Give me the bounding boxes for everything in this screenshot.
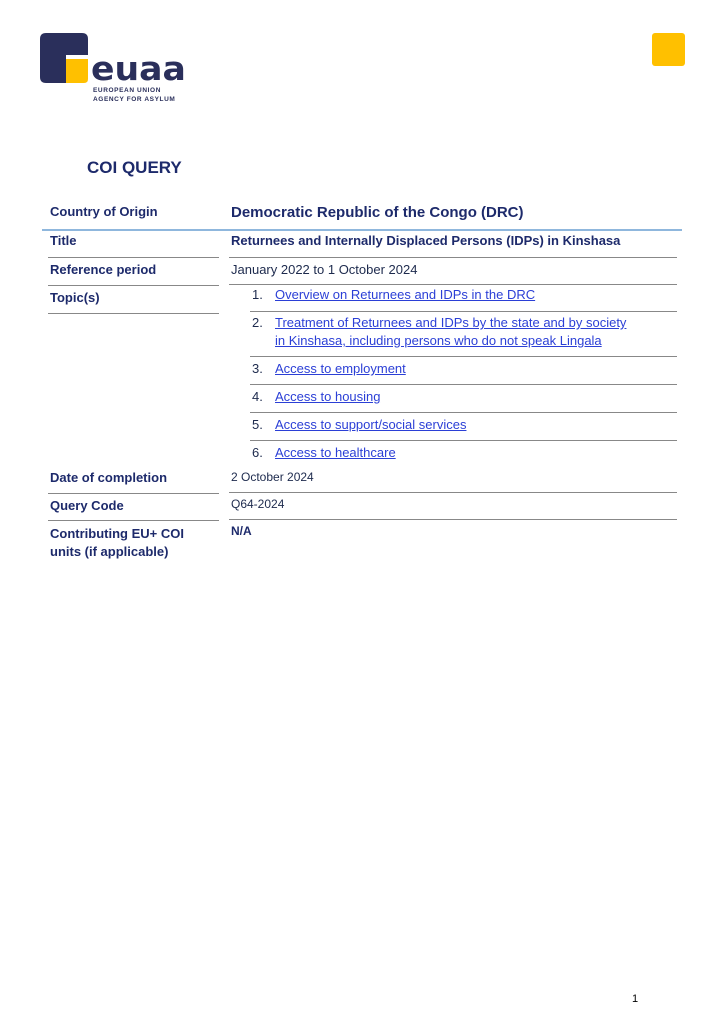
corner-decoration bbox=[652, 33, 685, 66]
topic-link-overview[interactable]: Overview on Returnees and IDPs in the DRC bbox=[275, 287, 536, 302]
code-label: Query Code bbox=[50, 498, 124, 513]
logo-subtitle-line1: EUROPEAN UNION bbox=[93, 87, 161, 94]
topic-link-employment[interactable]: Access to employment bbox=[275, 361, 406, 376]
row-divider bbox=[48, 520, 219, 521]
topic-item bbox=[252, 388, 672, 406]
title-value: Returnees and Internally Displaced Persons (IDPs) in Kinshasa bbox=[231, 233, 621, 248]
topic-number: 3. bbox=[252, 361, 263, 376]
page-number: 1 bbox=[632, 993, 639, 1005]
period-label: Reference period bbox=[50, 262, 157, 277]
logo-subtitle-line2: AGENCY FOR ASYLUM bbox=[93, 96, 176, 103]
topics-label: Topic(s) bbox=[50, 290, 100, 305]
row-divider bbox=[229, 284, 677, 285]
topic-item bbox=[252, 360, 672, 378]
row-divider bbox=[48, 313, 219, 314]
code-value: Q64-2024 bbox=[231, 497, 285, 511]
euaa-logo-mark-icon bbox=[40, 33, 88, 83]
topic-number: 5. bbox=[252, 417, 263, 432]
topic-number: 1. bbox=[252, 287, 263, 302]
topic-divider bbox=[250, 440, 677, 441]
topic-divider bbox=[250, 412, 677, 413]
topic-number: 4. bbox=[252, 389, 263, 404]
country-label: Country of Origin bbox=[50, 204, 158, 219]
topic-link-treatment[interactable]: Treatment of Returnees and IDPs by the state and by society bbox=[275, 315, 627, 330]
country-value: Democratic Republic of the Congo (DRC) bbox=[231, 204, 524, 221]
topic-divider bbox=[250, 356, 677, 357]
document-title: COI QUERY bbox=[87, 158, 182, 177]
topic-link-treatment-cont[interactable]: in Kinshasa, including persons who do not speak Lingala bbox=[275, 333, 602, 348]
completion-value: 2 October 2024 bbox=[231, 470, 314, 484]
topic-item bbox=[252, 444, 672, 462]
completion-label: Date of completion bbox=[50, 470, 168, 485]
topic-link-healthcare[interactable]: Access to healthcare bbox=[275, 445, 396, 460]
topic-item bbox=[252, 286, 672, 304]
contrib-label-line1: Contributing EU+ COI bbox=[50, 526, 184, 541]
topic-divider bbox=[250, 311, 677, 312]
topic-link-housing[interactable]: Access to housing bbox=[275, 389, 381, 404]
period-value: January 2022 to 1 October 2024 bbox=[231, 262, 418, 277]
contrib-label-line2: units (if applicable) bbox=[50, 544, 169, 559]
title-label: Title bbox=[50, 233, 77, 248]
topic-link-support-services[interactable]: Access to support/social services bbox=[275, 417, 467, 432]
row-divider bbox=[48, 257, 219, 258]
topic-number: 2. bbox=[252, 315, 263, 330]
topic-number: 6. bbox=[252, 445, 263, 460]
topic-divider bbox=[250, 384, 677, 385]
topic-item bbox=[252, 314, 672, 350]
contrib-value: N/A bbox=[231, 524, 252, 538]
row-divider bbox=[229, 492, 677, 493]
row-divider bbox=[229, 519, 677, 520]
row-divider bbox=[48, 493, 219, 494]
logo-wordmark: euaa bbox=[91, 49, 186, 88]
header-divider bbox=[42, 229, 682, 231]
row-divider bbox=[48, 285, 219, 286]
topic-item bbox=[252, 416, 672, 434]
row-divider bbox=[229, 257, 677, 258]
